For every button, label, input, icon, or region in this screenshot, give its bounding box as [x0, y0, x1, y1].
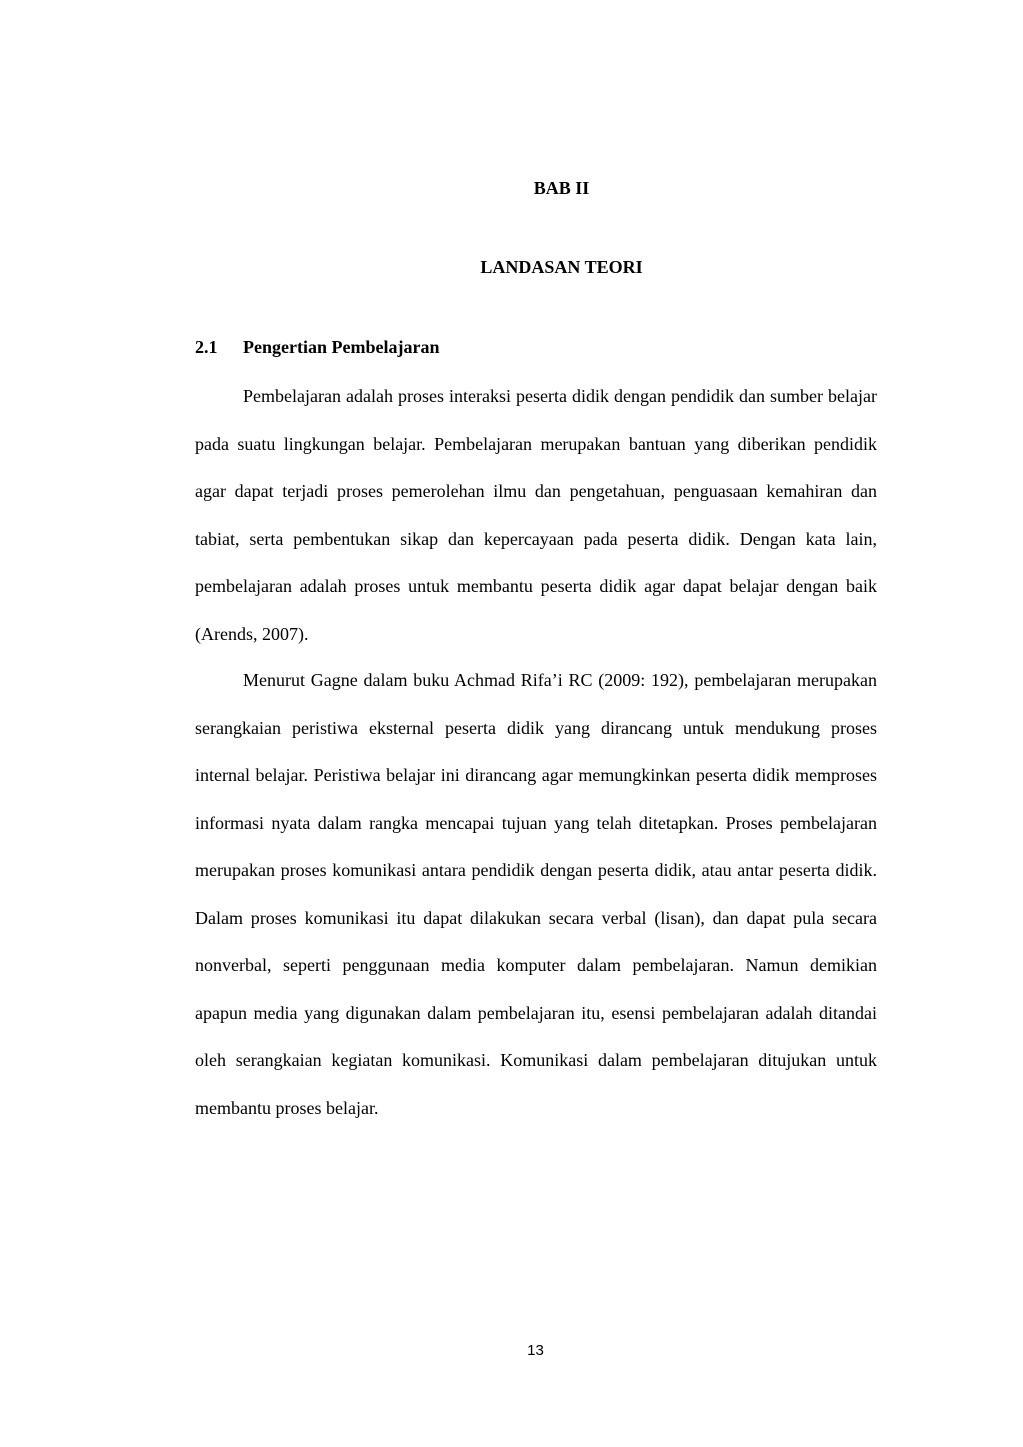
- chapter-number: BAB II: [533, 178, 590, 198]
- section-heading: [195, 337, 877, 358]
- paragraph-2: Menurut Gagne dalam buku Achmad Rifa’i RC (2009: 192), pembelajaran merupakan serangkaian peristiwa eksternal peserta didik yang dirancang untuk mendukung proses internal belajar. Peristiwa belajar ini dirancang agar memungkinkan peserta didik memproses informasi nyata dalam rangka mencapai tujuan yang telah ditetapkan. Proses pembelajaran merupakan proses komunikasi antara pendidik dengan peserta didik, atau antar peserta didik. Dalam proses komunikasi itu dapat dilakukan secara verbal (lisan), dan dapat pula secara nonverbal, seperti penggunaan media komputer dalam pembelajaran. Namun demikian apapun media yang digunakan dalam pembelajaran itu, esensi pembelajaran adalah ditandai oleh serangkaian kegiatan komunikasi. Komunikasi dalam pembelajaran ditujukan untuk membantu proses belajar.: [195, 670, 877, 1118]
- chapter-title: LANDASAN TEORI: [480, 257, 643, 277]
- section-title: Pengertian Pembelajaran: [243, 337, 440, 357]
- page-number: 13: [527, 1342, 544, 1359]
- paragraph-1: Pembelajaran adalah proses interaksi peserta didik dengan pendidik dan sumber belajar pada suatu lingkungan belajar. Pembelajaran merupakan bantuan yang diberikan pendidik agar dapat terjadi proses pemerolehan ilmu dan pengetahuan, penguasaan kemahiran dan tabiat, serta pembentukan sikap dan kepercayaan pada peserta didik. Dengan kata lain, pembelajaran adalah proses untuk membantu peserta didik agar dapat belajar dengan baik (Arends, 2007).: [195, 386, 877, 644]
- section-number: 2.1: [195, 337, 218, 357]
